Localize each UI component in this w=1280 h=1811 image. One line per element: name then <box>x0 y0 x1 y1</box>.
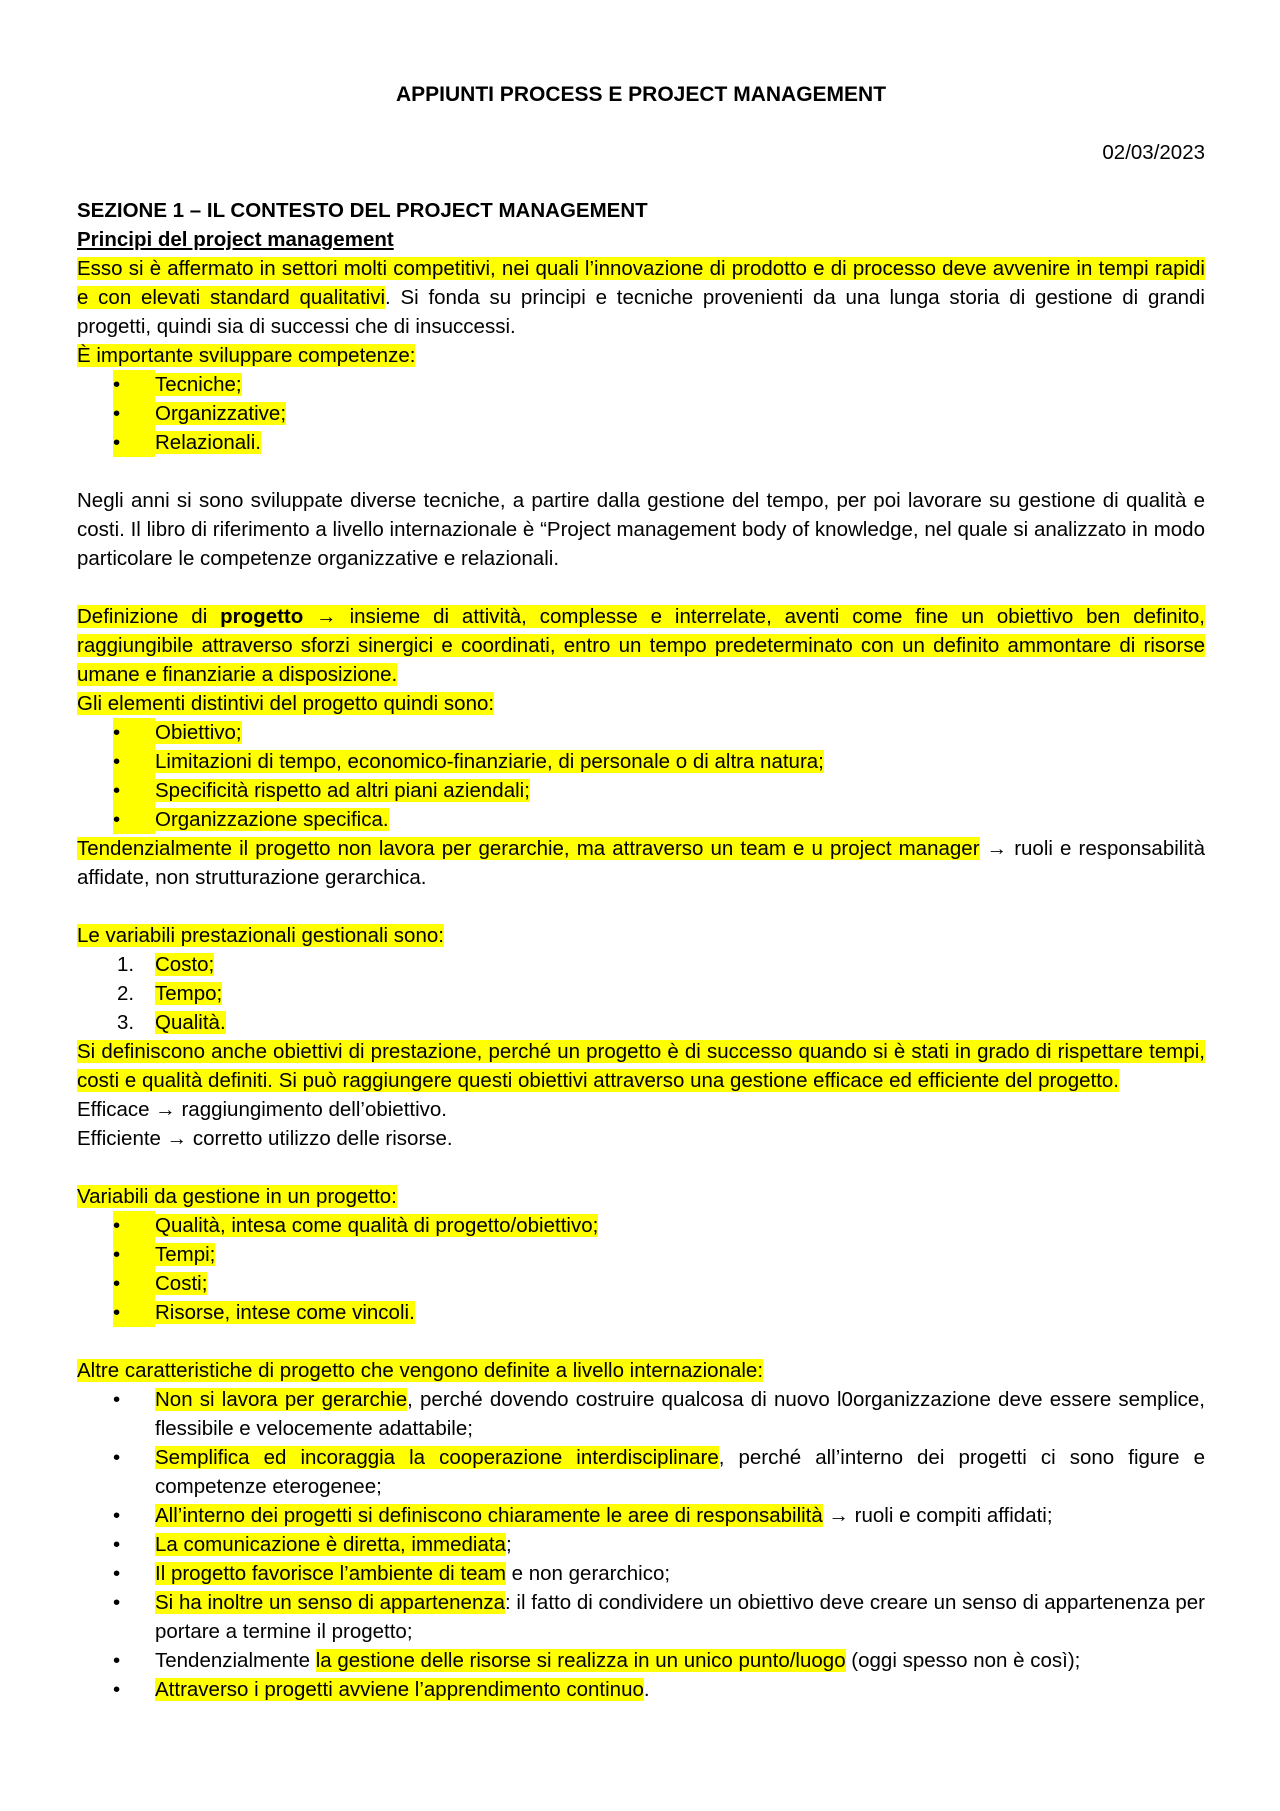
progetto-term: progetto <box>220 605 304 628</box>
variabili-gestione-intro: Variabili da gestione in un progetto: <box>77 1185 397 1208</box>
bullet-icon: • <box>113 428 155 457</box>
bullet-icon: • <box>113 1678 121 1701</box>
bullet-icon: • <box>113 1562 121 1585</box>
bullet-icon: • <box>113 1211 155 1240</box>
list-number: 3. <box>117 1011 135 1034</box>
negli-anni-paragraph: Negli anni si sono sviluppate diverse tecniche, a partire dalla gestione del tempo, per poi lavorare su gestione di qualità e costi. Il libro di riferimento a livello internazionale è “Project management body of knowledge, nel quale si analizzato in modo particolare le competenze organizzative e relazionali. <box>77 489 1205 570</box>
competenze-intro: È importante sviluppare competenze: <box>77 344 416 367</box>
variabili-intro: Le variabili prestazionali gestionali sono: <box>77 924 444 947</box>
list-item: • Organizzative; <box>77 399 1205 428</box>
blank-line <box>77 573 1205 602</box>
document-body <box>77 196 1205 1704</box>
bullet-icon: • <box>113 1446 121 1469</box>
tendenzialmente-paragraph: Tendenzialmente il progetto non lavora per gerarchie, ma attraverso un team e u project manager → ruoli e responsabilità affidate, non strutturazione gerarchica. <box>77 837 1205 889</box>
document-date: 02/03/2023 <box>1102 141 1205 164</box>
bullet-icon: • <box>113 1649 121 1672</box>
blank-line <box>77 457 1205 486</box>
bullet-icon: • <box>113 1298 155 1327</box>
list-item: • Relazionali. <box>77 428 1205 457</box>
list-item: • All’interno dei progetti si definiscono chiaramente le aree di responsabilità → ruoli e compiti affidati; <box>77 1501 1205 1530</box>
subheading: Principi del project management <box>77 228 394 251</box>
list-item: • Limitazioni di tempo, economico-finanziarie, di personale o di altra natura; <box>77 747 1205 776</box>
document-title: APPIUNTI PROCESS E PROJECT MANAGEMENT <box>395 83 887 106</box>
bullet-icon: • <box>113 1269 155 1298</box>
arrow-icon: → <box>149 1098 182 1121</box>
bullet-icon: • <box>113 1591 121 1614</box>
efficace-line: Efficace → raggiungimento dell’obiettivo. <box>77 1098 447 1121</box>
bullet-icon: • <box>113 1388 121 1411</box>
blank-line <box>77 1327 1205 1356</box>
blank-line <box>77 892 1205 921</box>
list-item: 3. Qualità. <box>77 1008 1205 1037</box>
list-item: • Risorse, intese come vincoli. <box>77 1298 1205 1327</box>
blank-line <box>77 1153 1205 1182</box>
list-item: • La comunicazione è diretta, immediata; <box>77 1530 1205 1559</box>
arrow-icon: → <box>303 605 350 628</box>
list-number: 2. <box>117 982 135 1005</box>
efficiente-line: Efficiente → corretto utilizzo delle risorse. <box>77 1127 453 1150</box>
elementi-intro: Gli elementi distintivi del progetto quindi sono: <box>77 692 495 715</box>
bullet-icon: • <box>113 1533 121 1556</box>
list-number: 1. <box>117 953 135 976</box>
list-item: • Organizzazione specifica. <box>77 805 1205 834</box>
bullet-icon: • <box>113 1504 121 1527</box>
list-item: • Costi; <box>77 1269 1205 1298</box>
list-item: 1. Costo; <box>77 950 1205 979</box>
list-item: • Qualità, intesa come qualità di progetto/obiettivo; <box>77 1211 1205 1240</box>
section-heading: SEZIONE 1 – IL CONTESTO DEL PROJECT MANAGEMENT <box>77 199 648 222</box>
obiettivi-paragraph: Si definiscono anche obiettivi di prestazione, perché un progetto è di successo quando si è stati in grado di rispettare tempi, costi e qualità definiti. Si può raggiungere questi obiettivi attraverso una gestione efficace ed efficiente del progetto. <box>77 1040 1205 1092</box>
variabili-list <box>77 950 1205 1037</box>
intro-highlight: Esso si è affermato in settori molti competitivi, nei quali l’innovazione di prodotto e di processo deve avvenire in tempi rapidi e con elevati standard qualitativi <box>77 257 1205 309</box>
list-item: • Obiettivo; <box>77 718 1205 747</box>
list-item: • Attraverso i progetti avviene l’apprendimento continuo. <box>77 1675 1205 1704</box>
list-item: • Semplifica ed incoraggia la cooperazione interdisciplinare, perché all’interno dei progetti ci sono figure e competenze eterogenee; <box>77 1443 1205 1501</box>
competenze-list <box>77 370 1205 457</box>
list-item: • Tendenzialmente la gestione delle risorse si realizza in un unico punto/luogo (oggi spesso non è così); <box>77 1646 1205 1675</box>
bullet-icon: • <box>113 718 155 747</box>
list-item: • Il progetto favorisce l’ambiente di team e non gerarchico; <box>77 1559 1205 1588</box>
list-item: • Specificità rispetto ad altri piani aziendali; <box>77 776 1205 805</box>
arrow-icon: → <box>160 1127 193 1150</box>
arrow-icon: → <box>979 837 1015 860</box>
bullet-icon: • <box>113 805 155 834</box>
altre-intro: Altre caratteristiche di progetto che vengono definite a livello internazionale: <box>77 1359 764 1382</box>
altre-list <box>77 1385 1205 1704</box>
variabili-gestione-list <box>77 1211 1205 1327</box>
list-item: 2. Tempo; <box>77 979 1205 1008</box>
bullet-icon: • <box>113 1240 155 1269</box>
definizione-paragraph: Definizione di progetto → insieme di attività, complesse e interrelate, aventi come fine un obiettivo ben definito, raggiungibile attraverso sforzi sinergici e coordinati, entro un tempo predeterminato con un definito ammontare di risorse umane e finanziarie a disposizione. <box>77 605 1206 686</box>
list-item: • Non si lavora per gerarchie, perché dovendo costruire qualcosa di nuovo l0organizzazione deve essere semplice, flessibile e velocemente adattabile; <box>77 1385 1205 1443</box>
list-item: • Tempi; <box>77 1240 1205 1269</box>
bullet-icon: • <box>113 747 155 776</box>
intro-rest: . Si fonda su principi e tecniche provenienti da una lunga storia di gestione di grandi progetti, quindi sia di successi che di insuccessi. <box>77 286 1205 338</box>
list-item: • Tecniche; <box>77 370 1205 399</box>
bullet-icon: • <box>113 370 155 399</box>
bullet-icon: • <box>113 399 155 428</box>
bullet-icon: • <box>113 776 155 805</box>
list-item: • Si ha inoltre un senso di appartenenza: il fatto di condividere un obiettivo deve creare un senso di appartenenza per portare a termine il progetto; <box>77 1588 1205 1646</box>
elementi-list <box>77 718 1205 834</box>
intro-paragraph <box>77 254 1205 341</box>
